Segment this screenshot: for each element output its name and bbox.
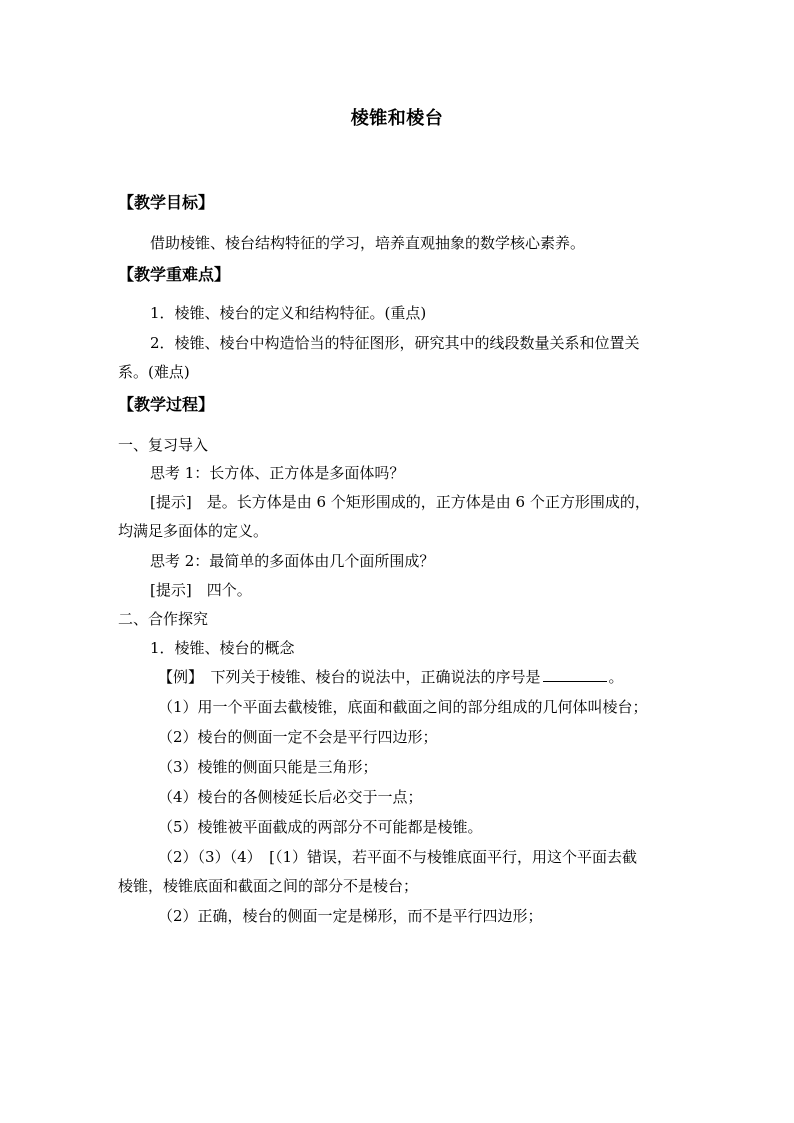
- subsection-1: 1．棱锥、棱台的概念: [150, 639, 295, 657]
- option-1: （1）用一个平面去截棱锥，底面和截面之间的部分组成的几何体叫棱台；: [158, 698, 648, 716]
- question-1: 思考 1：长方体、正方体是多面体吗？: [150, 464, 405, 482]
- example-question: [158, 666, 624, 688]
- answer-line-1: （2）（3）（4） [（1）错误，若平面不与棱锥底面平行，用这个平面去截: [158, 848, 638, 866]
- key-heading: 【教学重难点】: [118, 265, 231, 284]
- option-5: （5）棱锥被平面截成的两部分不可能都是棱锥。: [158, 818, 483, 836]
- part2-heading: 二、合作探究: [118, 610, 209, 628]
- key-point-1: 1．棱锥、棱台的定义和结构特征。(重点): [150, 304, 427, 322]
- example-suffix: 。: [608, 668, 624, 686]
- page-title: 棱锥和棱台: [350, 108, 444, 129]
- option-4: （4）棱台的各侧棱延长后必交于一点；: [158, 788, 423, 806]
- question-2: 思考 2：最简单的多面体由几个面所围成？: [150, 552, 435, 570]
- key-point-2-line-2: 系。(难点): [118, 363, 190, 381]
- part1-heading: 一、复习导入: [118, 436, 209, 454]
- hint-2: [提示] 四个。: [150, 581, 252, 599]
- option-3: （3）棱锥的侧面只能是三角形；: [158, 758, 378, 776]
- key-point-2-line-1: 2．棱锥、棱台中构造恰当的特征图形，研究其中的线段数量关系和位置关: [150, 334, 640, 352]
- process-heading: 【教学过程】: [118, 395, 215, 414]
- hint-1-line-2: 均满足多面体的定义。: [118, 522, 269, 540]
- answer-blank: [543, 667, 607, 682]
- option-2: （2）棱台的侧面一定不会是平行四边形；: [158, 728, 438, 746]
- goal-text: 借助棱锥、棱台结构特征的学习，培养直观抽象的数学核心素养。: [150, 234, 586, 252]
- answer-line-3: （2）正确，棱台的侧面一定是梯形，而不是平行四边形；: [158, 907, 543, 925]
- answer-line-2: 棱锥，棱锥底面和截面之间的部分不是棱台；: [118, 877, 419, 895]
- hint-1-line-1: [提示] 是。长方体是由 6 个矩形围成的，正方体是由 6 个正方形围成的，: [150, 493, 650, 511]
- goal-heading: 【教学目标】: [118, 193, 215, 212]
- example-prefix: 【例】 下列关于棱锥、棱台的说法中，正确说法的序号是: [158, 668, 541, 686]
